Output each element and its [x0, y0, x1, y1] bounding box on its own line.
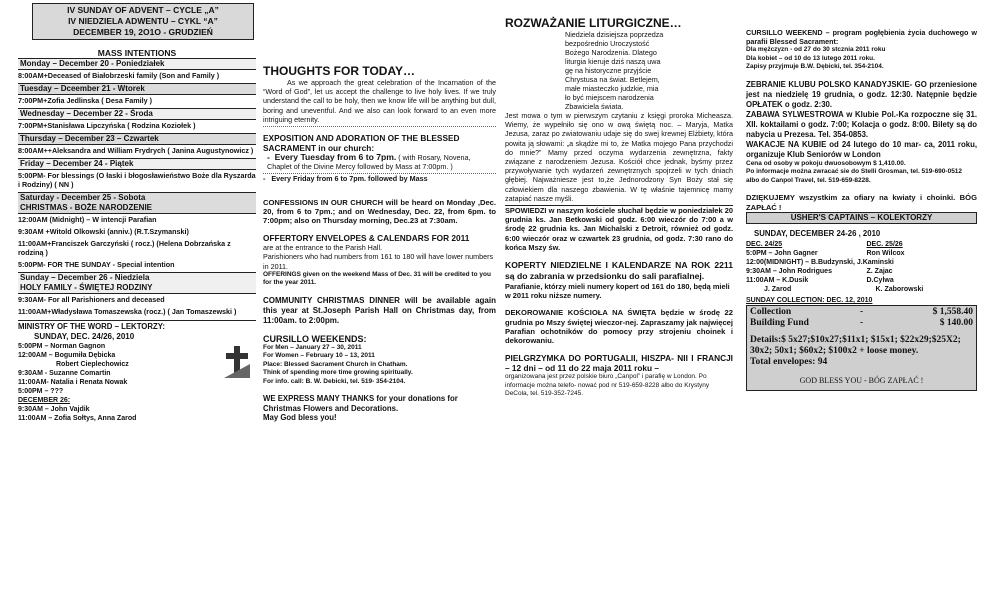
ushers-row	[746, 258, 977, 267]
column-community	[746, 0, 977, 391]
collection-label: Collection	[750, 306, 792, 317]
collection-value: $ 1,558.40	[932, 306, 973, 317]
cursillo-pl-text: CURSILLO WEEKEND – program pogłębienia życia duchowego w parafii Blessed Sacrament:	[746, 28, 977, 47]
sylwester-text: ZABAWA SYLWESTROWA w Klubie Pol.-Ka rozpoczne się 31. XII. koktailami o godz. 7:00; Kolacja o godz. 8:00. Bilety są do nabycia u Prezesa. Tel. 354-0853.	[746, 109, 977, 139]
kubie-text: WAKACJE NA KUBIE od 24 lutego do 10 mar- ca, 2011 roku, organizuje Klub Seniorów w London	[746, 139, 977, 159]
day-heading: Saturday - December 25 - Sobota CHRISTMAS - BOŻE NARODZENIE	[18, 192, 256, 214]
cursillo-pl-line: Zapisy przyjmuje B.W. Dębicki, tel. 354-2104.	[746, 63, 884, 71]
collection-row	[750, 307, 973, 318]
column-announcements-pl	[505, 0, 733, 399]
day-heading: Thursday – December 23 – Czwartek	[18, 133, 256, 145]
cursillo-line: Place: Blessed Sacrament Church in Chatham.	[263, 360, 408, 368]
thoughts-text: As we approach the great celebration of the Incarnation of the “Word of God”, let us accept the challenge to live holy lives. If we truly understand the call to be holy, then we know life will be anything but dull, boring and uneventful. And we also can look forward to an even more intriguing eternity.	[263, 78, 496, 124]
ushers-cell: 11:00AM – K.Dusik	[746, 276, 809, 284]
ministry-line: 11:00AM – Zofia Sołtys, Anna Zarod	[18, 415, 137, 422]
ushers-title: USHER'S CAPTAINS – KOLEKTORZY	[746, 212, 977, 224]
pielgrzymka-text: PIELGRZYMKA DO PORTUGALII, HISZPA- NII I FRANCJI – 12 dni – od 11 do 22 maja 2011 roku –	[505, 353, 733, 374]
koperty-text: KOPERTY NIEDZIELNE I KALENDARZE NA ROK 2211 są do zabrania w przedsionku do sali parafialnej.	[505, 260, 733, 282]
mass-entry: 7:00PM+Stanisława Lipczyńska ( Rodzina Koziołek )	[18, 121, 196, 130]
mass-entry: 5:00PM- FOR THE SUNDAY - Special intention	[18, 260, 175, 269]
ushers-row	[746, 249, 977, 258]
confessions-text: CONFESSIONS IN OUR CHURCH will be heard on Monday ,Dec. 20, from 6 to 7pm.; and on Wednesday, Dec. 22, from 6pm. to 7:00pm; also on Thursday morning, Dec.23 at 7:30am.	[263, 197, 496, 226]
poem-line: Bożego Narodzenia. Dlatego	[565, 48, 657, 57]
total-envelopes: Total envelopes: 94	[750, 356, 828, 367]
building-dash: -	[860, 317, 864, 328]
cursillo-line: Think of spending more time growing spiritually.	[263, 369, 413, 377]
mass-intentions-title: MASS INTENTIONS	[97, 48, 177, 58]
day-heading: Sunday – December 26 - Niedziela HOLY FAMILY - ŚWIĘTEJ RODZINY	[18, 272, 256, 294]
ushers-cell: 5:0PM – John Gagner	[746, 249, 818, 257]
building-value: $ 140.00	[939, 317, 973, 328]
god-bless-text: GOD BLESS YOU - BÓG ZAPŁAĆ !	[799, 375, 924, 385]
ushers-cell: K. Zaborowski	[875, 285, 924, 293]
cursillo-line: For info. call: B. W. Debicki, tel. 519- 354-2104.	[263, 377, 406, 385]
poem-line: bezpośrednio Uroczystość	[565, 39, 650, 48]
adoration-friday: - Every Friday from 6 to 7pm. followed by Mass	[263, 173, 496, 183]
poem-line: Chrystusa na świat. Betlejem,	[565, 75, 660, 84]
ushers-date: SUNDAY, DECEMBER 24-26 , 2010	[754, 228, 881, 238]
mass-entry: 8:00AM++Aleksandra and William Frydrych ( Janina Augustynowicz )	[18, 146, 254, 155]
mass-entry: 12:00AM (Midnight) – W intencji Parafian	[18, 215, 157, 224]
kubie-text-2: Cena od osoby w pokoju dwuosobowym $ 1,410.00.	[746, 159, 906, 167]
mass-intentions-list	[18, 58, 256, 319]
reflection-title: ROZWAŻANIE LITURGICZNE…	[505, 16, 682, 30]
title-line-3: DECEMBER 19, 2O1O - GRUDZIEŃ	[73, 27, 213, 37]
ministry-section	[18, 320, 256, 423]
cursillo-title: CURSILLO WEEKENDS:	[263, 333, 367, 344]
zebranie-text: ZEBRANIE KLUBU POLSKO KANADYJSKIE- GO przeniesione jest na niedzielę 19 grudnia, o godz. 12:30. Natępnie będzie OPŁATEK o godz. 2:30.	[746, 79, 977, 109]
mass-entry: 7:00PM+Zofia Jedlinska ( Desa Family )	[18, 96, 153, 105]
adoration-friday-text: Every Friday from 6 to 7pm. followed by Mass	[271, 174, 428, 184]
mass-entry: 8:00AM+Deceased of Białobrzeski family (Son and Family )	[18, 71, 220, 80]
offertory-text: Parishioners who had numbers from 161 to 180 will have lower numbers in 2011.	[263, 252, 494, 271]
adoration-time: Every Tuesday from 6 to 7pm.	[274, 152, 397, 163]
poem-line: gę na historyczne przyjście	[565, 66, 652, 75]
building-row	[750, 318, 973, 329]
poem-line: Zbawiciela świata.	[565, 102, 624, 111]
ministry-line: 12:00AM – Bogumiła Dębicka	[18, 352, 116, 359]
ushers-list	[746, 249, 977, 294]
mass-entry: 11:00AM+Władysława Tomaszewska (rocz.) ( Jan Tomaszewski )	[18, 307, 237, 316]
ushers-cell	[894, 258, 977, 267]
column-announcements-en	[263, 0, 496, 422]
ushers-heads	[746, 240, 977, 249]
building-label: Building Fund	[750, 317, 809, 328]
dinner-text: COMMUNITY CHRISTMAS DINNER will be available again this year at St.Joseph Parish Hall on Christmas day, from 11:00am. to 2:00pm.	[263, 295, 496, 325]
adoration-item: - Every Tuesday from 6 to 7pm. ( with Rosary, Novena, Chaplet of the Divine Mercy followed by Mass at 7:00pm. )	[267, 152, 471, 172]
ushers-cell: 9:30AM – John Rodrigues	[746, 267, 832, 275]
offertory-title: OFFERTORY ENVELOPES & CALENDARS FOR 2011	[263, 233, 470, 244]
bless-text: May God bless you!	[263, 412, 337, 422]
ushers-cell: J. Zarod	[764, 285, 792, 293]
title-line-1: IV SUNDAY OF ADVENT – CYCLE „A”	[67, 5, 219, 15]
cursillo-pl-line: Dla mężczyzn - od 27 do 30 stcznia 2011 roku	[746, 46, 886, 54]
ushers-left-head: DEC. 24/25	[746, 240, 783, 248]
ministry-line: 9:30AM – John Vajdik	[18, 406, 90, 413]
cursillo-line: For Men – January 27 – 30, 2011	[263, 343, 362, 351]
thoughts-title: THOUGHTS FOR TODAY…	[263, 64, 416, 78]
reflection-text: Jest mowa o tym w pierwszym czytaniu z księgi proroka Micheasza. Wiemy, że wypełniło się ono w ową świętą noc. – Maryja, Matka Jezusa, zaraz po zwiatowaniu udaje się do swej krewnej Elżbiety, która powita ją słowami: „a skądże mi to, że Matka mojego Pana przychodzi do mnie?” Mamy przed oczyma wydarzenia zewnętrzna, fakty związane z narodzeniem Jezusa. Kościół chce jednak, byśmy przez przywoływanie tych wydarzeń zewnętrznych spojrzeli w tych dniach głębiej. Najważniesze jest to,że Jednorodzony Syn Boży stał się człowiekiem dla naszego zbawienia. W tę właśnie tajemnicę mamy zatapiać nasze myśli.	[505, 111, 733, 203]
collection-box	[746, 305, 977, 391]
kubie-text-3: Po informacje można zwracać sie do Stelli Grosman, tel. 519-690-0512 albo do Canpol Travel, tel. 519-659-8228.	[746, 168, 963, 184]
ushers-cell: Z. Zajac	[866, 267, 893, 275]
ushers-cell: 12:00(MIDNIGHT) – B.Budzynski, J.Kaminski	[746, 258, 894, 266]
poem-line: małe miasteczko judzkie, mia	[565, 84, 659, 93]
poem-line: ło być miejscem narodzenia	[565, 93, 654, 102]
day-heading: Friday – December 24 - Piątek	[18, 158, 256, 170]
offerings-text: OFFERINGS given on the weekend Mass of Dec. 31 will be credited to you for the year 2011.	[263, 270, 491, 287]
collection-dash: -	[860, 306, 864, 317]
adoration-title: EXPOSITION AND ADORATION OF THE BLESSED SACRAMENT in our church:	[263, 133, 460, 154]
reflection-poem	[505, 30, 733, 111]
cursillo-pl-line: Dla kobiet – od 10 do 13 lutego 2011 roku.	[746, 54, 875, 62]
thanks-text: WE EXPRESS MANY THANKS for your donations for Christmas Flowers and Decorations.	[263, 394, 458, 413]
ministry-line: 5:00PM – Norman Gagnon	[18, 343, 106, 350]
offertory-text: are at the entrance to the Parish Hall.	[263, 243, 383, 253]
poem-line: Niedziela dzisiejsza poprzedza	[565, 30, 664, 39]
spowiedzi-text: SPOWIEDZI w naszym kościele słuchał będzie w poniedziałek 20 grudnia ks. Jan Betkowski od godz. 6:00 wieczór do 7:00 a w środę 22 grudnia ks. Jan Michalski z Detroit, również od godz. 6:00 wieczór oraz w czwartek 23 grudnia, od godz. 7:30 rano do końca Mszy św.	[505, 206, 733, 252]
divider	[263, 126, 496, 127]
poem-line: liturgia kieruje dziś naszą uwa	[565, 57, 661, 66]
day-heading: Tuesday – Dceember 21 - Wtorek	[18, 83, 256, 95]
collection-title: SUNDAY COLLECTION: DEC. 12, 2010	[746, 296, 873, 304]
mass-entry: 9:30AM- For all Parishioners and deceased	[18, 295, 165, 304]
dziekujemy-text: DZIĘKUJEMY wszystkim za ofiary na kwiaty i choinki. BÓG ZAPŁAĆ !	[746, 193, 977, 212]
collection-details: Details:$ 5x27;$10x27;$11x1; $15x1; $22x29;$25X2; 30x2; 50x1; $60x2; $100x2 + loose money.	[750, 334, 961, 356]
dekoracja-text: DEKOROWANIE KOŚCIOŁA NA ŚWIĘTA będzie w środę 22 grudnia po Mszy świętej wieczor-nej. Zapraszamy jak najwięcej Parafian ochotników do pomocy przy strojeniu choinek i dekorowaniu.	[505, 308, 733, 346]
ministry-subtitle: SUNDAY, DEC. 24/26, 2010	[34, 332, 135, 341]
ushers-row	[746, 276, 977, 285]
cross-icon	[224, 344, 250, 378]
ushers-cell: D.Cylwa	[866, 276, 894, 284]
ushers-row	[746, 285, 977, 294]
ministry-title: MINISTRY OF THE WORD – LEKTORZY:	[18, 322, 165, 331]
mass-entry: 9:30AM +Witold Olkowski (anniv.) (R.T.Szymanski)	[18, 227, 189, 236]
mass-entry: 5:00PM- For blessings (O łaski i błogosławieństwo Boże dla Ryszarda i Rodziny) ( NN )	[18, 171, 256, 189]
title-line-2: IV NIEDZIELA ADWENTU – CYKL “A”	[68, 16, 218, 26]
pielgrzymka-text-2: organizowana jest przez polskie biuro „Canpol” i parafię w London. Po informacje można telefo- nować pod nr 519-659-8228 albo do Krystyny DeCola, tel. 519-352-7245.	[505, 373, 710, 398]
cursillo-line: For Women – February 10 – 13, 2011	[263, 352, 375, 360]
ushers-row	[746, 267, 977, 276]
mass-entry: 11:00AM+Franciszek Garczyński ( rocz.) (Helena Dobrzańska z rodziną )	[18, 239, 231, 257]
ministry-line: 11:00AM- Natalia i Renata Nowak	[18, 379, 128, 386]
ushers-right-head: DEC. 25/26	[866, 240, 903, 248]
ministry-line: 5:00PM – ???	[18, 388, 64, 395]
bulletin-title-box	[32, 3, 254, 40]
ushers-cell: Ron Wilcox	[866, 249, 905, 257]
ministry-line: 9:30AM - Suzanne Comartin	[18, 370, 111, 377]
column-mass-intentions	[18, 0, 256, 423]
ministry-dec26-label: DECEMBER 26:	[18, 397, 71, 404]
day-heading: Monday – December 20 - Poniedziałek	[18, 58, 256, 70]
day-heading: Wednesday – December 22 - Środa	[18, 108, 256, 120]
adoration-detail: ( with Rosary, Novena, Chaplet of the Divine Mercy followed by Mass at 7:00pm. )	[267, 153, 471, 172]
koperty-text-2: Parafianie, którzy mieli numery kopert od 161 do 180, będą mieli w 2011 roku niższe numery.	[505, 282, 730, 301]
ministry-line: Robert Cieplechowicz	[56, 361, 129, 368]
